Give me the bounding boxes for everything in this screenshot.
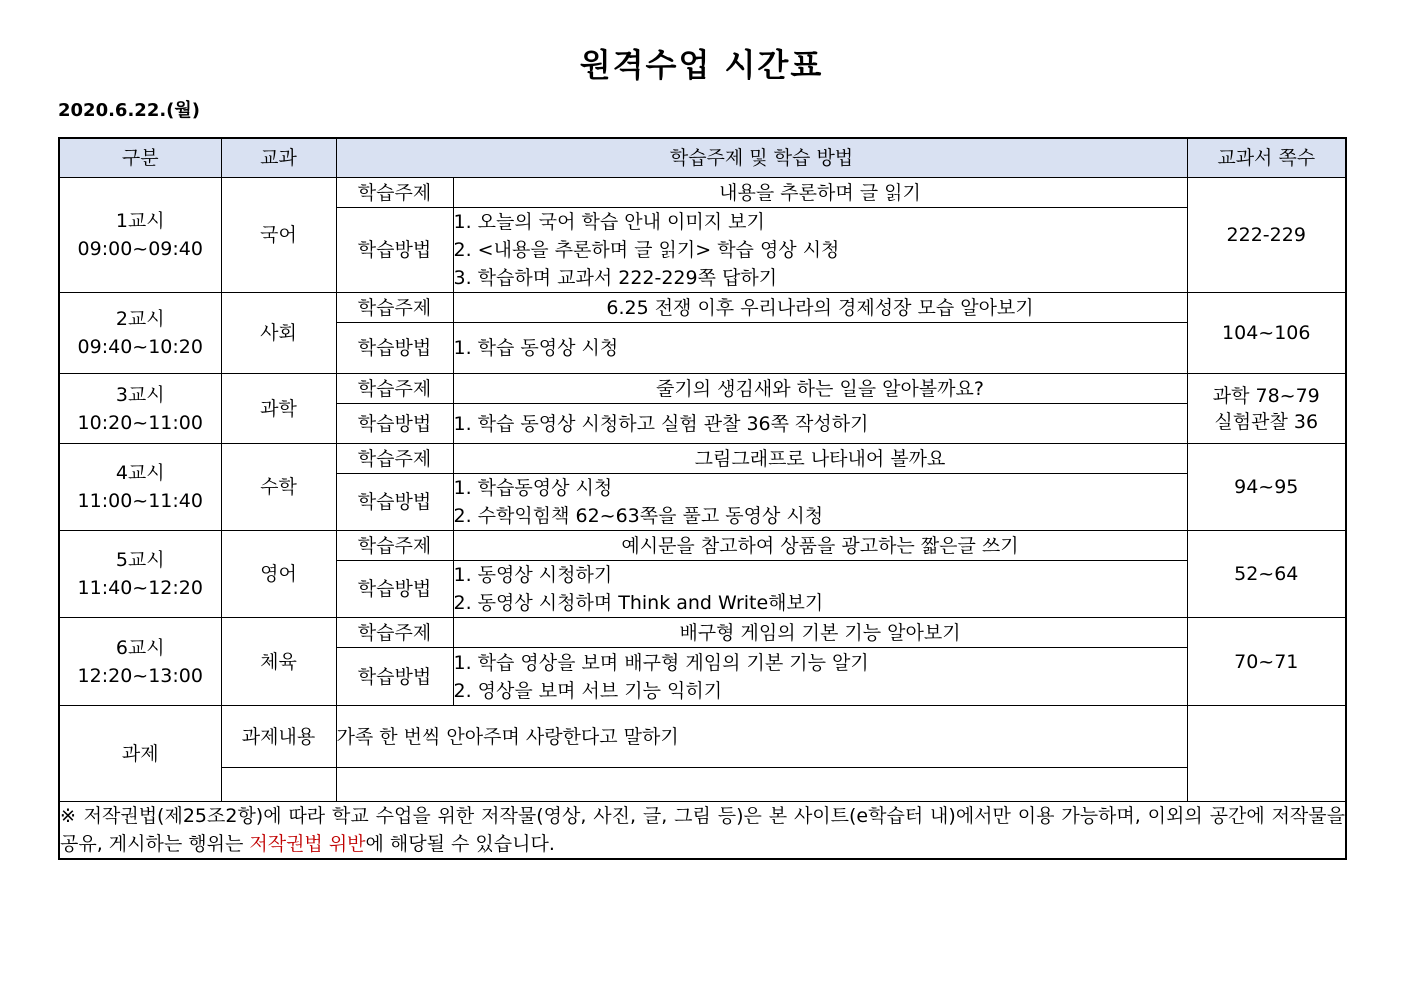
method-label: 학습방법 xyxy=(336,208,453,293)
table-header-row xyxy=(59,138,1346,178)
table-row xyxy=(59,374,1346,404)
topic-cell: 줄기의 생김새와 하는 일을 알아볼까요? xyxy=(453,374,1187,404)
period-time: 10:20~11:00 xyxy=(77,411,203,434)
pages-cell: 104~106 xyxy=(1187,293,1346,374)
method-line: 1. 학습 동영상 시청 xyxy=(453,337,619,359)
pages-cell: 52~64 xyxy=(1187,531,1346,618)
period-time: 09:40~10:20 xyxy=(77,336,203,358)
period-label: 6교시 xyxy=(115,636,165,659)
pages-cell: 222-229 xyxy=(1187,178,1346,293)
period-cell xyxy=(59,444,221,531)
subject-cell: 체육 xyxy=(221,618,336,706)
topic-label: 학습주제 xyxy=(336,444,453,474)
period-time: 12:20~13:00 xyxy=(77,664,203,687)
pages-cell: 과학 78~79 실험관찰 36 xyxy=(1187,374,1346,444)
period-time: 11:40~12:20 xyxy=(77,577,203,599)
topic-cell: 내용을 추론하며 글 읽기 xyxy=(453,178,1187,208)
topic-label: 학습주제 xyxy=(336,374,453,404)
task-empty-cell xyxy=(221,768,336,802)
topic-label: 학습주제 xyxy=(336,178,453,208)
topic-label: 학습주제 xyxy=(336,293,453,323)
task-empty-cell xyxy=(336,768,1187,802)
date-label: 2020.6.22.(월) xyxy=(58,100,201,121)
method-line: 1. 동영상 시청하기 xyxy=(453,564,613,586)
task-content-label: 과제내용 xyxy=(221,706,336,768)
period-label: 3교시 xyxy=(115,383,165,406)
method-line: 1. 학습동영상 시청 xyxy=(453,477,613,499)
method-line: 2. 영상을 보며 서브 기능 익히기 xyxy=(453,679,723,702)
method-cell xyxy=(453,323,1187,374)
method-line: 1. 학습 영상을 보며 배구형 게임의 기본 기능 알기 xyxy=(453,651,869,674)
notice-text-end: 에 해당될 수 있습니다. xyxy=(365,833,555,855)
subject-cell: 수학 xyxy=(221,444,336,531)
topic-label: 학습주제 xyxy=(336,618,453,648)
method-label: 학습방법 xyxy=(336,323,453,374)
table-row xyxy=(59,293,1346,323)
method-label: 학습방법 xyxy=(336,474,453,531)
notice-row xyxy=(59,802,1346,860)
table-row xyxy=(59,618,1346,648)
method-cell xyxy=(453,648,1187,706)
method-line: 3. 학습하며 교과서 222-229쪽 답하기 xyxy=(453,267,778,289)
task-content: 가족 한 번씩 안아주며 사랑한다고 말하기 xyxy=(336,706,1187,768)
task-pages-cell xyxy=(1187,706,1346,802)
period-cell xyxy=(59,293,221,374)
subject-cell: 과학 xyxy=(221,374,336,444)
method-label: 학습방법 xyxy=(336,404,453,444)
method-label: 학습방법 xyxy=(336,648,453,706)
header-pages: 교과서 쪽수 xyxy=(1187,138,1346,178)
period-cell xyxy=(59,178,221,293)
notice-highlight: 저작권법 위반 xyxy=(249,833,366,855)
notice-text: ※ 저작권법(제25조2항)에 따라 학교 수업을 위한 저작물(영상, 사진, 글, 그림 등)은 본 사이트(e학습터 내)에서만 이용 가능하며, 이외의 공간에 저작물을 공유, 게시하는 행위는 xyxy=(60,805,1345,855)
topic-label: 학습주제 xyxy=(336,531,453,561)
page-title: 원격수업 시간표 xyxy=(579,46,824,84)
timetable xyxy=(58,137,1347,860)
method-line: 1. 학습 동영상 시청하고 실험 관찰 36쪽 작성하기 xyxy=(453,412,869,435)
task-row xyxy=(59,706,1346,768)
period-time: 11:00~11:40 xyxy=(77,490,203,512)
topic-cell: 6.25 전쟁 이후 우리나라의 경제성장 모습 알아보기 xyxy=(453,293,1187,323)
header-topic-method: 학습주제 및 학습 방법 xyxy=(336,138,1187,178)
method-line: 1. 오늘의 국어 학습 안내 이미지 보기 xyxy=(453,211,765,233)
task-row xyxy=(59,768,1346,802)
subject-cell: 영어 xyxy=(221,531,336,618)
period-time: 09:00~09:40 xyxy=(77,238,203,260)
topic-cell: 그림그래프로 나타내어 볼까요 xyxy=(453,444,1187,474)
period-cell xyxy=(59,374,221,444)
method-line: 2. <내용을 추론하며 글 읽기> 학습 영상 시청 xyxy=(453,239,840,261)
method-cell xyxy=(453,561,1187,618)
table-row xyxy=(59,531,1346,561)
period-cell xyxy=(59,531,221,618)
pages-cell: 94~95 xyxy=(1187,444,1346,531)
method-cell xyxy=(453,474,1187,531)
header-division: 구분 xyxy=(59,138,221,178)
period-cell xyxy=(59,618,221,706)
topic-cell: 배구형 게임의 기본 기능 알아보기 xyxy=(453,618,1187,648)
period-label: 4교시 xyxy=(115,462,165,484)
subject-cell: 사회 xyxy=(221,293,336,374)
table-row xyxy=(59,444,1346,474)
method-line: 2. 수학익힘책 62~63쪽을 풀고 동영상 시청 xyxy=(453,505,824,527)
method-cell xyxy=(453,208,1187,293)
table-row xyxy=(59,178,1346,208)
topic-cell: 예시문을 참고하여 상품을 광고하는 짧은글 쓰기 xyxy=(453,531,1187,561)
method-line: 2. 동영상 시청하며 Think and Write해보기 xyxy=(453,592,824,614)
subject-cell: 국어 xyxy=(221,178,336,293)
period-label: 2교시 xyxy=(115,308,165,330)
header-subject: 교과 xyxy=(221,138,336,178)
method-cell xyxy=(453,404,1187,444)
method-label: 학습방법 xyxy=(336,561,453,618)
period-label: 5교시 xyxy=(115,549,165,571)
task-label: 과제 xyxy=(59,706,221,802)
period-label: 1교시 xyxy=(115,210,165,232)
pages-cell: 70~71 xyxy=(1187,618,1346,706)
copyright-notice xyxy=(59,802,1346,860)
